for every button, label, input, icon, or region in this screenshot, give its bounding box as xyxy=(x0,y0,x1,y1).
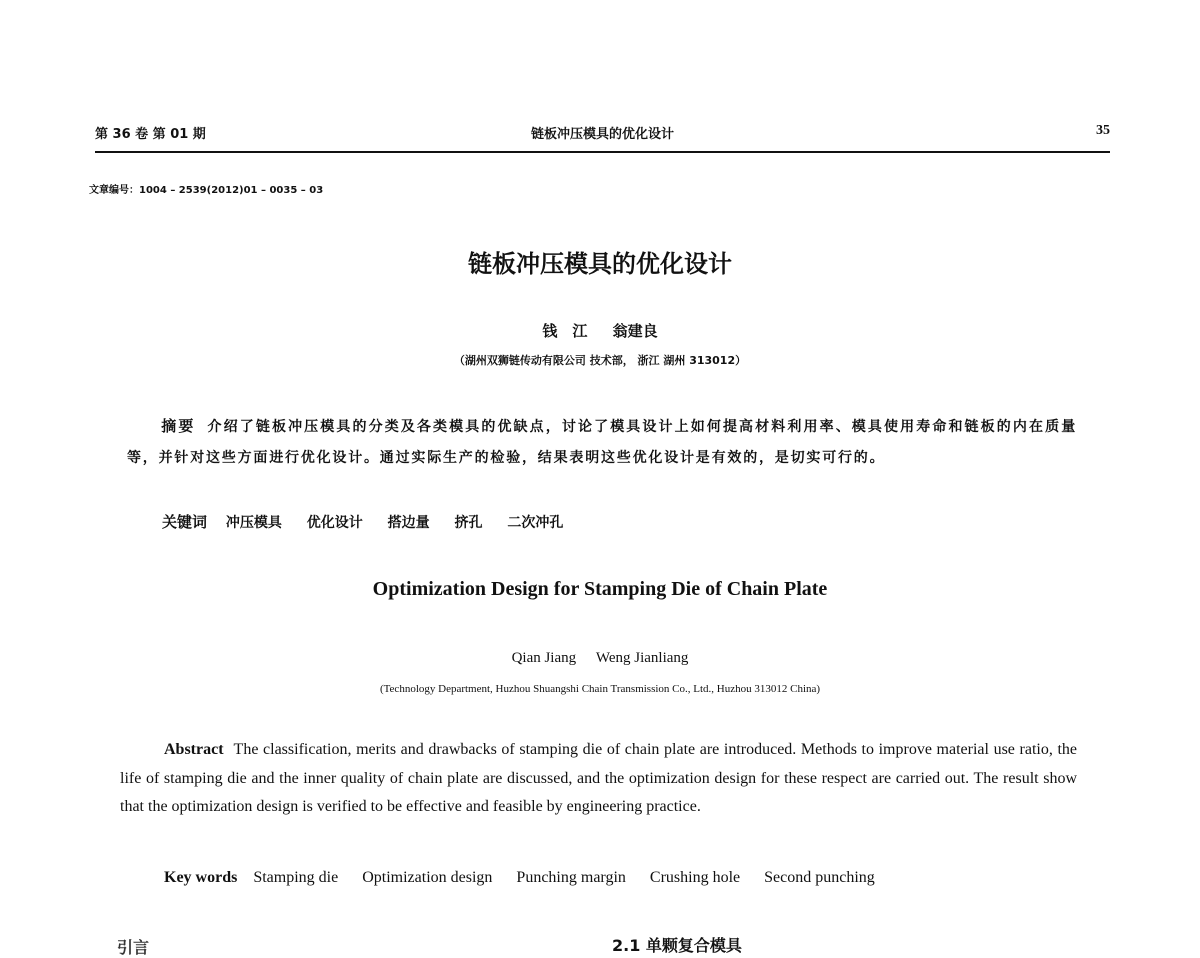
paper-title-en: Optimization Design for Stamping Die of Chain Plate xyxy=(372,578,828,600)
keywords-en xyxy=(164,869,895,887)
keyword-en: Second punching xyxy=(764,869,875,886)
author-cn-2: 翁建良 xyxy=(612,322,658,340)
author-en-2: Weng Jianliang xyxy=(595,650,689,666)
abstract-cn-text: 介绍了链板冲压模具的分类及各类模具的优缺点，讨论了模具设计上如何提高材料利用率、模具使用寿命和链板的内在质量等，并针对这些方面进行优化设计。通过实际生产的检验，结果表明这些优化设计是有效的，是切实可行的。 xyxy=(127,419,1077,466)
abstract-cn xyxy=(127,411,1077,473)
author-cn-1: 钱 江 xyxy=(542,322,588,340)
section-heading-2-1: 2.1 单颗复合模具 xyxy=(612,936,742,955)
keywords-en-label: Key words xyxy=(164,869,238,886)
keyword-cn: 二次冲孔 xyxy=(507,515,564,531)
keyword-cn: 挤孔 xyxy=(454,515,483,531)
abstract-en-label: Abstract xyxy=(164,741,224,758)
keywords-cn xyxy=(162,511,583,532)
volume-issue: 第 36 卷 第 01 期 xyxy=(95,127,206,142)
abstract-cn-label: 摘要 xyxy=(161,417,196,435)
keyword-en: Optimization design xyxy=(362,869,493,886)
affiliation-cn: （湖州双狮链传动有限公司 技术部， 浙江 湖州 313012） xyxy=(453,354,747,367)
page-number: 35 xyxy=(1096,123,1110,138)
authors-cn xyxy=(0,320,1200,341)
keyword-en: Stamping die xyxy=(253,869,339,886)
keyword-cn: 优化设计 xyxy=(306,515,363,531)
affiliation-en: (Technology Department, Huzhou Shuangshi Chain Transmission Co., Ltd., Huzhou 313012 China) xyxy=(379,683,821,695)
article-number: 文章编号：1004 – 2539(2012)01 – 0035 – 03 xyxy=(89,185,324,196)
section-heading-introduction: 引言 xyxy=(117,938,150,957)
abstract-en-text: The classification, merits and drawbacks of stamping die of chain plate are introduced. Methods to improve material use ratio, the life of stamping die and the inner quality of chain plate are discussed, and the optimization design for these respect are carried out. The result show that the optimization design is verified to be effective and feasible by engineering practice. xyxy=(120,741,1077,815)
authors-en xyxy=(0,650,1200,667)
running-header xyxy=(95,117,1110,153)
running-title: 链板冲压模具的优化设计 xyxy=(530,127,674,142)
abstract-en xyxy=(120,736,1077,822)
paper-title-cn: 链板冲压模具的优化设计 xyxy=(468,250,732,278)
keyword-cn: 冲压模具 xyxy=(225,515,282,531)
keyword-en: Crushing hole xyxy=(649,869,741,886)
author-en-1: Qian Jiang xyxy=(511,650,577,666)
keyword-en: Punching margin xyxy=(516,869,626,886)
keywords-cn-label: 关键词 xyxy=(162,513,208,531)
keyword-cn: 搭边量 xyxy=(387,515,430,531)
